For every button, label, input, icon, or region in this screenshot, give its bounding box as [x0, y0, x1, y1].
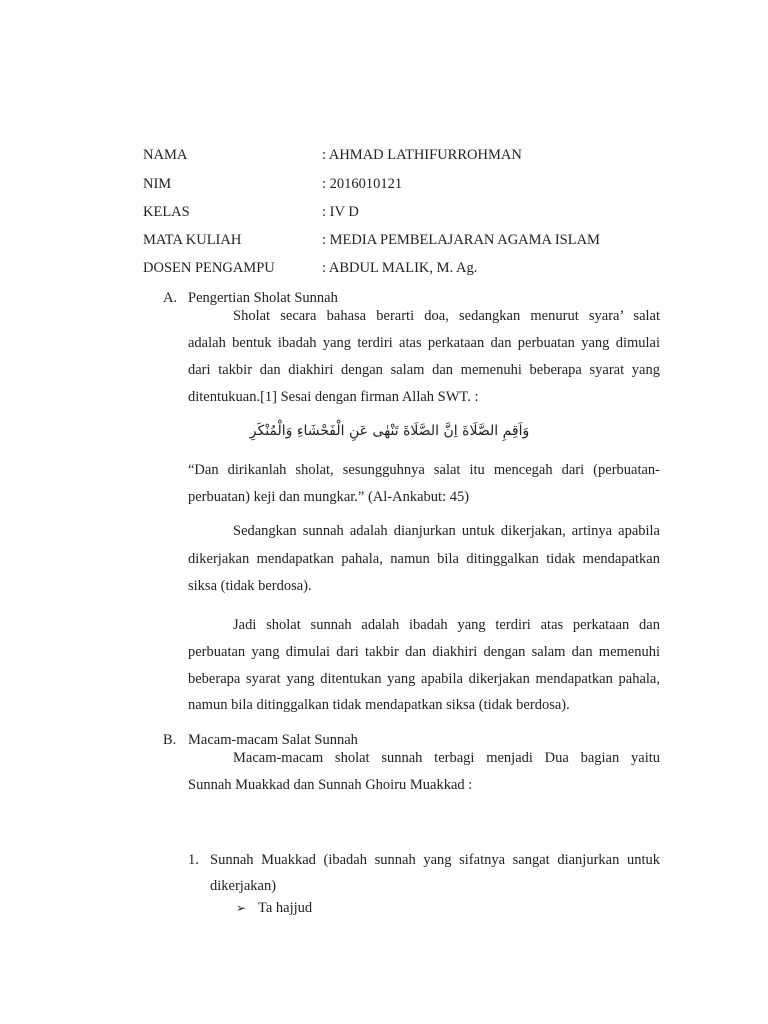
header-label: NAMA — [143, 147, 188, 163]
header-value: : ABDUL MALIK, M. Ag. — [322, 260, 478, 276]
arrow-bullet-icon: ➢ — [236, 901, 247, 915]
header-value: : MEDIA PEMBELAJARAN AGAMA ISLAM — [322, 232, 600, 248]
section-marker: A. — [163, 290, 178, 306]
paragraph-line: Macam-macam sholat sunnah terbagi menjadi Dua bagian yaitu — [233, 750, 660, 766]
section-title: Macam-macam Salat Sunnah — [188, 732, 358, 748]
paragraph-line: adalah bentuk ibadah yang terdiri atas perkataan dan perbuatan yang dimulai — [188, 335, 660, 351]
header-value: : AHMAD LATHIFURROHMAN — [322, 147, 522, 163]
paragraph-line: beberapa syarat yang ditentukan yang apabila dikerjakan mendapatkan pahala, — [188, 671, 660, 687]
paragraph-line: dikerjakan mendapatkan pahala, namun bila ditinggalkan tidak mendapatkan — [188, 551, 660, 567]
list-item-line: dikerjakan) — [210, 878, 277, 894]
paragraph-line: namun bila ditinggalkan tidak mendapatkan siksa (tidak berdosa). — [188, 697, 570, 713]
paragraph-line: siksa (tidak berdosa). — [188, 578, 312, 594]
section-marker: B. — [163, 732, 177, 748]
paragraph-line: ditentukuan.[1] Sesai dengan firman Allah SWT. : — [188, 389, 479, 405]
paragraph-line: Sedangkan sunnah adalah dianjurkan untuk dikerjakan, artinya apabila — [233, 523, 660, 539]
header-value: : IV D — [322, 204, 359, 220]
header-label: MATA KULIAH — [143, 232, 242, 248]
quote-line: “Dan dirikanlah sholat, sesungguhnya salat itu mencegah dari (perbuatan- — [188, 462, 660, 478]
paragraph-line: Sholat secara bahasa berarti doa, sedangkan menurut syara’ salat — [233, 308, 660, 324]
list-item-line: Sunnah Muakkad (ibadah sunnah yang sifatnya sangat dianjurkan untuk — [210, 852, 660, 868]
header-label: DOSEN PENGAMPU — [143, 260, 275, 276]
paragraph-line: dari takbir dan diakhiri dengan salam dan memenuhi beberapa syarat yang — [188, 362, 660, 378]
quote-line: perbuatan) keji dan mungkar.” (Al-Ankabut: 45) — [188, 489, 470, 505]
paragraph-line: Sunnah Muakkad dan Sunnah Ghoiru Muakkad : — [188, 777, 473, 793]
header-value: : 2016010121 — [322, 176, 403, 192]
arabic-verse: وَاَقِمِ الصَّلَاةَ اِنَّ الصَّلَاةَ تَنْهٰى عَنِ الْفَحْشَاءِ وَالْمُنْكَرِ — [249, 423, 530, 439]
paragraph-line: Jadi sholat sunnah adalah ibadah yang terdiri atas perkataan dan — [233, 617, 660, 633]
header-label: KELAS — [143, 204, 190, 220]
bullet-item: Ta hajjud — [258, 900, 313, 916]
list-marker: 1. — [188, 852, 199, 868]
header-label: NIM — [143, 176, 172, 192]
section-title: Pengertian Sholat Sunnah — [188, 290, 338, 306]
paragraph-line: perbuatan yang dimulai dari takbir dan diakhiri dengan salam dan memenuhi — [188, 644, 660, 660]
